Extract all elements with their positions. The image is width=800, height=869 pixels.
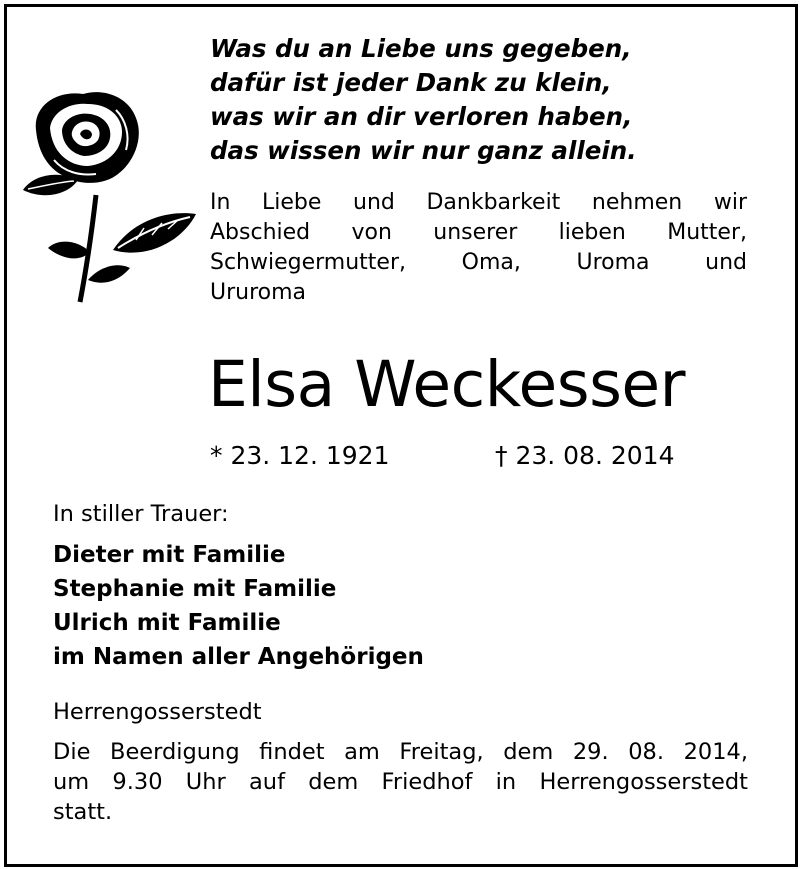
poem-line: dafür ist jeder Dank zu klein, [210,68,612,97]
mourner: Stephanie mit Familie [53,576,337,602]
funeral-line: Die Beerdigung findet am Freitag, dem 29. 08. 2014, [53,739,748,765]
mourner: im Namen aller Angehörigen [53,644,424,670]
poem-line: das wissen wir nur ganz allein. [210,136,637,165]
memorial-poem [210,32,770,168]
intro-line: In Liebe und Dankbarkeit nehmen wir [210,190,747,215]
place-name: Herrengosserstedt [53,699,262,725]
deceased-name: Elsa Weckesser [208,348,686,421]
mourning-label: In stiller Trauer: [53,501,229,527]
funeral-line: statt. [53,799,113,825]
death-date: † 23. 08. 2014 [495,441,675,470]
funeral-info [53,737,748,827]
intro-line: Schwiegermutter, Oma, Uroma und [210,250,747,275]
farewell-intro [210,188,747,308]
mourner: Ulrich mit Familie [53,610,281,636]
intro-line: Abschied von unserer lieben Mutter, [210,220,747,245]
poem-line: Was du an Liebe uns gegeben, [210,34,632,63]
birth-date: * 23. 12. 1921 [210,441,390,470]
mourner: Dieter mit Familie [53,542,286,568]
rose-icon [18,90,198,305]
funeral-line: um 9.30 Uhr auf dem Friedhof in Herrengosserstedt [53,769,748,795]
intro-line: Ururoma [210,280,307,305]
poem-line: was wir an dir verloren haben, [210,102,633,131]
mourners-list [53,538,424,674]
